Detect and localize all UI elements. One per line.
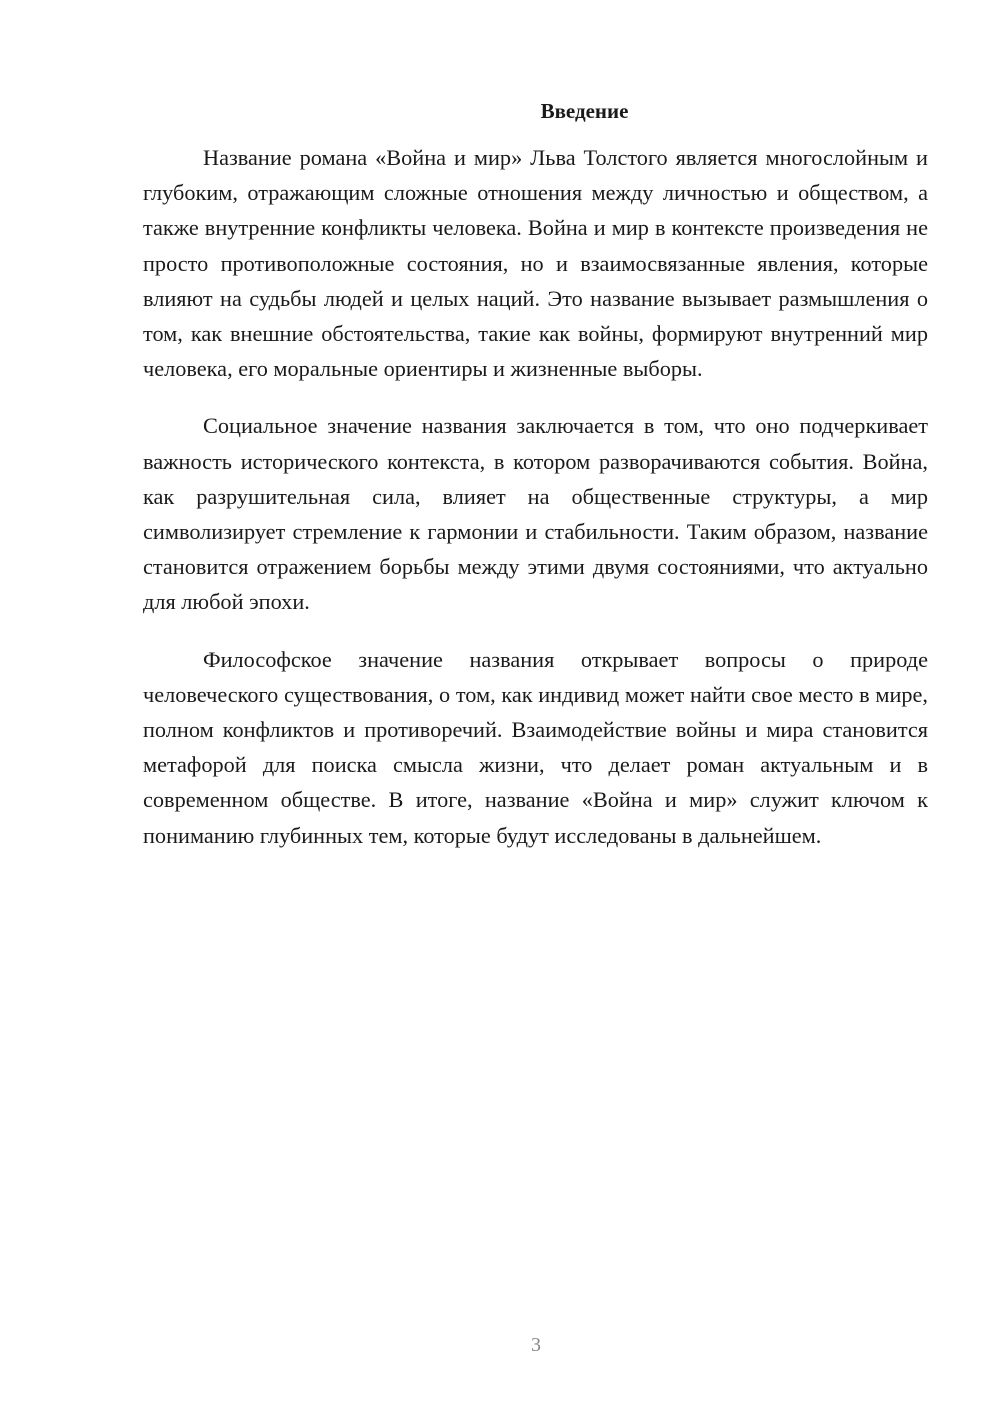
section-title: Введение [540, 99, 629, 123]
page-number: 3 [531, 1334, 541, 1356]
paragraph-philosophical-meaning: Философское значение названия открывает вопросы о природе человеческого существования, о том, как индивид может найти свое место в мире, полном конфликтов и противоречий. Взаимодействие войны и мира становится метафорой для поиска смысла жизни, что делает роман актуальным и в современном обществе. В итоге, название «Война и мир» служит ключом к пониманию глубинных тем, которые будут исследованы в дальнейшем. [143, 646, 928, 848]
paragraph-social-meaning: Социальное значение названия заключается в том, что оно подчеркивает важность исторического контекста, в котором разворачиваются события. Война, как разрушительная сила, влияет на общественные структуры, а мир символизирует стремление к гармонии и стабильности. Таким образом, название становится отражением борьбы между этими двумя состояниями, что актуально для любой эпохи. [143, 413, 928, 615]
page-content [143, 96, 928, 875]
paragraph-intro: Название романа «Война и мир» Льва Толстого является многослойным и глубоким, отражающим сложные отношения между личностью и обществом, а также внутренние конфликты человека. Война и мир в контексте произведения не просто противоположные состояния, но и взаимосвязанные явления, которые влияют на судьбы людей и целых наций. Это название вызывает размышления о том, как внешние обстоятельства, такие как войны, формируют внутренний мир человека, его моральные ориентиры и жизненные выборы. [143, 145, 928, 382]
